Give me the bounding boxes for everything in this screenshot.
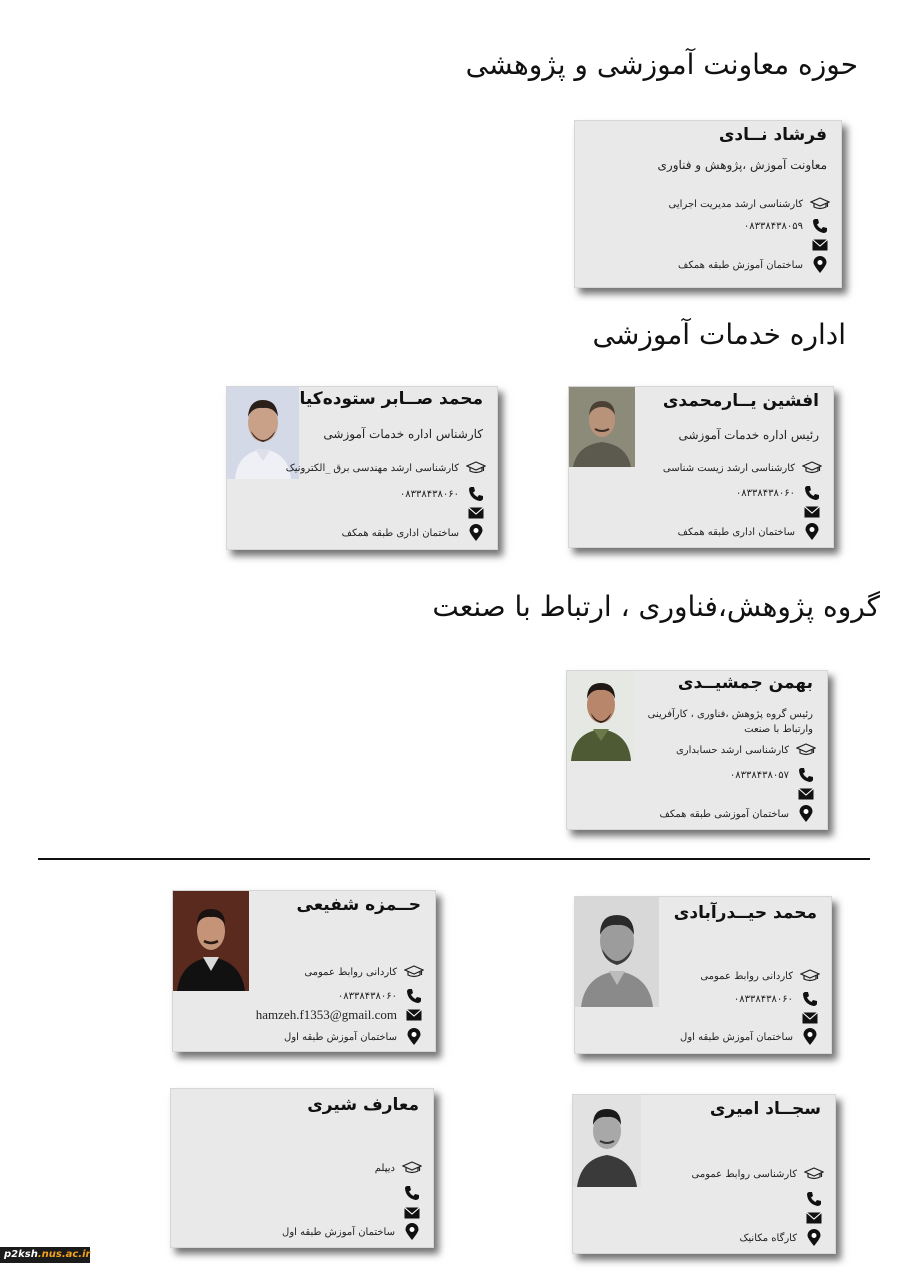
staff-photo (569, 387, 635, 467)
location-row (282, 1223, 423, 1241)
phone-icon (799, 990, 821, 1008)
staff-card (568, 386, 834, 548)
degree-row (304, 963, 425, 981)
staff-location: ساختمان آموزش طبقه همکف (678, 259, 803, 271)
map-pin-icon (465, 524, 487, 542)
email-row (789, 785, 817, 803)
staff-name: افشین یــارمحمدی (662, 391, 819, 411)
map-pin-icon (795, 805, 817, 823)
email-row (395, 1204, 423, 1222)
degree-row (669, 195, 831, 213)
location-row (284, 1028, 425, 1046)
staff-name: محمد حیــدرآبادی (673, 903, 817, 923)
section-divider (38, 858, 870, 860)
envelope-icon (401, 1204, 423, 1222)
phone-row (338, 987, 425, 1005)
location-row (678, 523, 823, 541)
staff-role: معاونت آموزش ،پژوهش و فناوری (657, 158, 827, 172)
map-pin-icon (799, 1028, 821, 1046)
phone-icon (795, 766, 817, 784)
phone-icon (801, 484, 823, 502)
envelope-icon (795, 785, 817, 803)
watermark-domain: .nus.ac.ir (37, 1249, 91, 1260)
staff-photo (573, 1095, 641, 1187)
staff-degree: کارشناسی ارشد زیست شناسی (662, 462, 795, 474)
staff-card (172, 890, 436, 1052)
map-pin-icon (803, 1229, 825, 1247)
email-row (459, 504, 487, 522)
staff-role: کارشناس اداره خدمات آموزشی (323, 427, 483, 441)
staff-card (226, 386, 498, 550)
location-row (739, 1229, 825, 1247)
map-pin-icon (401, 1223, 423, 1241)
envelope-icon (799, 1009, 821, 1027)
location-row (659, 805, 817, 823)
staff-degree: کارشناسی ارشد مدیریت اجرایی (668, 198, 803, 210)
phone-row (797, 1190, 825, 1208)
staff-phone: ۰۸۳۳۸۴۳۸۰۵۹ (743, 220, 803, 232)
staff-location: ساختمان آموزش طبقه اول (680, 1031, 793, 1043)
email-row (793, 1009, 821, 1027)
staff-location: ساختمان اداری طبقه همکف (341, 527, 459, 539)
watermark-brand: p2ksh (4, 1249, 38, 1260)
degree-row (700, 967, 821, 985)
staff-card (170, 1088, 434, 1248)
degree-row (663, 459, 823, 477)
envelope-icon (801, 503, 823, 521)
staff-degree: کارشناسی روابط عمومی (691, 1168, 797, 1180)
staff-name: محمد صــابر ستوده‌کیا (299, 389, 483, 409)
location-row (680, 1028, 821, 1046)
degree-row (692, 1165, 825, 1183)
staff-photo (567, 671, 635, 761)
staff-card (574, 120, 842, 288)
staff-location: کارگاه مکانیک (739, 1232, 797, 1244)
staff-name: معارف شیری (307, 1095, 419, 1115)
map-pin-icon (801, 523, 823, 541)
staff-phone: ۰۸۳۳۸۴۳۸۰۶۰ (337, 990, 397, 1002)
envelope-icon (803, 1209, 825, 1227)
staff-name: فرشاد نــادی (718, 125, 827, 145)
phone-icon (403, 987, 425, 1005)
email-row (795, 503, 823, 521)
staff-degree: دیپلم (374, 1162, 395, 1174)
staff-degree: کارشناسی ارشد حسابداری (675, 744, 789, 756)
staff-photo (575, 897, 659, 1007)
staff-card (574, 896, 832, 1054)
staff-phone: ۰۸۳۳۸۴۳۸۰۶۰ (733, 993, 793, 1005)
phone-row (730, 766, 817, 784)
staff-card (566, 670, 828, 830)
staff-email[interactable]: hamzeh.f1353@gmail.com (255, 1007, 397, 1022)
phone-icon (465, 485, 487, 503)
staff-name: حــمزه شفیعی (296, 895, 421, 915)
phone-row (395, 1184, 423, 1202)
staff-phone: ۰۸۳۳۸۴۳۸۰۶۰ (735, 487, 795, 499)
section-title-vice-presidency: حوزه معاونت آموزشی و پژوهشی (465, 48, 858, 81)
section-title-educational-services: اداره خدمات آموزشی (592, 318, 846, 351)
staff-degree: کاردانی روابط عمومی (304, 966, 397, 978)
staff-name: بهمن جمشیــدی (677, 673, 813, 693)
graduation-cap-icon (809, 195, 831, 213)
email-row (797, 1209, 825, 1227)
staff-phone: ۰۸۳۳۸۴۳۸۰۶۰ (399, 488, 459, 500)
envelope-icon (809, 236, 831, 254)
staff-degree: کارشناسی ارشد مهندسی برق _الکترونیک (285, 462, 459, 474)
phone-row (400, 485, 487, 503)
phone-row (736, 484, 823, 502)
staff-photo (173, 891, 249, 991)
envelope-icon (465, 504, 487, 522)
staff-role: رئیس گروه پژوهش ،فناوری ، کارآفرینی وارتباط با صنعت (647, 709, 813, 735)
staff-location: ساختمان آموزش طبقه اول (284, 1031, 397, 1043)
phone-row (744, 217, 831, 235)
phone-icon (401, 1184, 423, 1202)
phone-row (734, 990, 821, 1008)
graduation-cap-icon (795, 741, 817, 759)
staff-location: ساختمان آموزش طبقه اول (282, 1226, 395, 1238)
location-row (342, 524, 487, 542)
degree-row (286, 459, 487, 477)
envelope-icon (403, 1006, 425, 1024)
graduation-cap-icon (803, 1165, 825, 1183)
phone-icon (809, 217, 831, 235)
staff-phone: ۰۸۳۳۸۴۳۸۰۵۷ (729, 769, 789, 781)
phone-icon (803, 1190, 825, 1208)
staff-name: سجــاد امیری (709, 1099, 821, 1119)
degree-row (375, 1159, 423, 1177)
location-row (678, 256, 831, 274)
staff-location: ساختمان اداری طبقه همکف (677, 526, 795, 538)
graduation-cap-icon (799, 967, 821, 985)
graduation-cap-icon (465, 459, 487, 477)
graduation-cap-icon (403, 963, 425, 981)
email-row (256, 1006, 425, 1024)
section-title-research-technology: گروه پژوهش،فناوری ، ارتباط با صنعت (432, 590, 880, 623)
staff-role: رئیس اداره خدمات آموزشی (678, 428, 819, 442)
email-row (803, 236, 831, 254)
graduation-cap-icon (401, 1159, 423, 1177)
map-pin-icon (809, 256, 831, 274)
staff-card (572, 1094, 836, 1254)
site-watermark (0, 1247, 90, 1263)
map-pin-icon (403, 1028, 425, 1046)
staff-degree: کاردانی روابط عمومی (700, 970, 793, 982)
degree-row (676, 741, 817, 759)
graduation-cap-icon (801, 459, 823, 477)
staff-location: ساختمان آموزشی طبقه همکف (659, 808, 789, 820)
